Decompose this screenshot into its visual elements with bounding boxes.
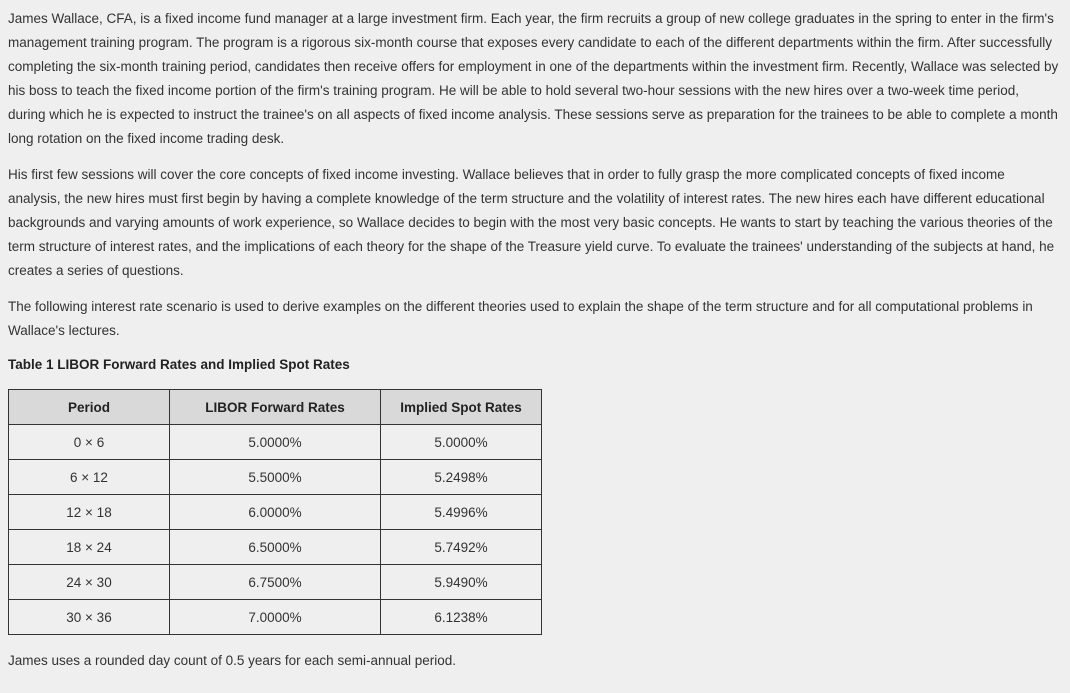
cell-period: 12 × 18 [9,495,170,530]
cell-spot-rate: 5.0000% [381,425,542,460]
cell-forward-rate: 5.5000% [170,460,381,495]
cell-forward-rate: 5.0000% [170,425,381,460]
sessions-paragraph: His first few sessions will cover the core concepts of fixed income investing. Wallace believes that in order to fully grasp the more complicated concepts of fixed income analysis, the new hires must first begin by having a complete knowledge of the term structure and the volatility of interest rates. The new hires each have different educational backgrounds and varying amounts of work experience, so Wallace decides to begin with the most very basic concepts. He wants to start by teaching the various theories of the term structure of interest rates, and the implications of each theory for the shape of the Treasure yield curve. To evaluate the trainees' understanding of the subjects at hand, he creates a series of questions. [8,167,1055,278]
table-row [9,600,542,635]
cell-period: 30 × 36 [9,600,170,635]
header-libor-forward-rates: LIBOR Forward Rates [170,390,381,425]
scenario-paragraph: The following interest rate scenario is used to derive examples on the different theories used to explain the shape of the term structure and for all computational problems in Wallace's lectures. [8,299,1033,338]
header-implied-spot-rates: Implied Spot Rates [381,390,542,425]
table-row [9,530,542,565]
table-row [9,495,542,530]
cell-spot-rate: 5.9490% [381,565,542,600]
cell-forward-rate: 6.7500% [170,565,381,600]
table-row [9,460,542,495]
cell-forward-rate: 6.5000% [170,530,381,565]
rates-table [8,389,542,635]
cell-period: 24 × 30 [9,565,170,600]
cell-spot-rate: 5.2498% [381,460,542,495]
header-period: Period [9,390,170,425]
table-caption: Table 1 LIBOR Forward Rates and Implied Spot Rates [8,357,350,372]
table-header-row [9,390,542,425]
cell-spot-rate: 6.1238% [381,600,542,635]
day-count-note: James uses a rounded day count of 0.5 years for each semi-annual period. [8,653,457,668]
cell-period: 18 × 24 [9,530,170,565]
intro-paragraph: James Wallace, CFA, is a fixed income fund manager at a large investment firm. Each year, the firm recruits a group of new college graduates in the spring to enter in the firm's management training program. The program is a rigorous six-month course that exposes every candidate to each of the different departments within the firm. After successfully completing the six-month training period, candidates then receive offers for employment in one of the departments within the investment firm. Recently, Wallace was selected by his boss to teach the fixed income portion of the firm's training program. He will be able to hold several two-hour sessions with the new hires over a two-week time period, during which he is expected to instruct the trainee's on all aspects of fixed income analysis. These sessions serve as preparation for the trainees to be able to complete a month long rotation on the fixed income trading desk. [8,11,1059,146]
cell-spot-rate: 5.4996% [381,495,542,530]
cell-forward-rate: 6.0000% [170,495,381,530]
table-row [9,565,542,600]
cell-period: 0 × 6 [9,425,170,460]
cell-spot-rate: 5.7492% [381,530,542,565]
cell-forward-rate: 7.0000% [170,600,381,635]
cell-period: 6 × 12 [9,460,170,495]
question-content [8,7,1060,671]
table-row [9,425,542,460]
